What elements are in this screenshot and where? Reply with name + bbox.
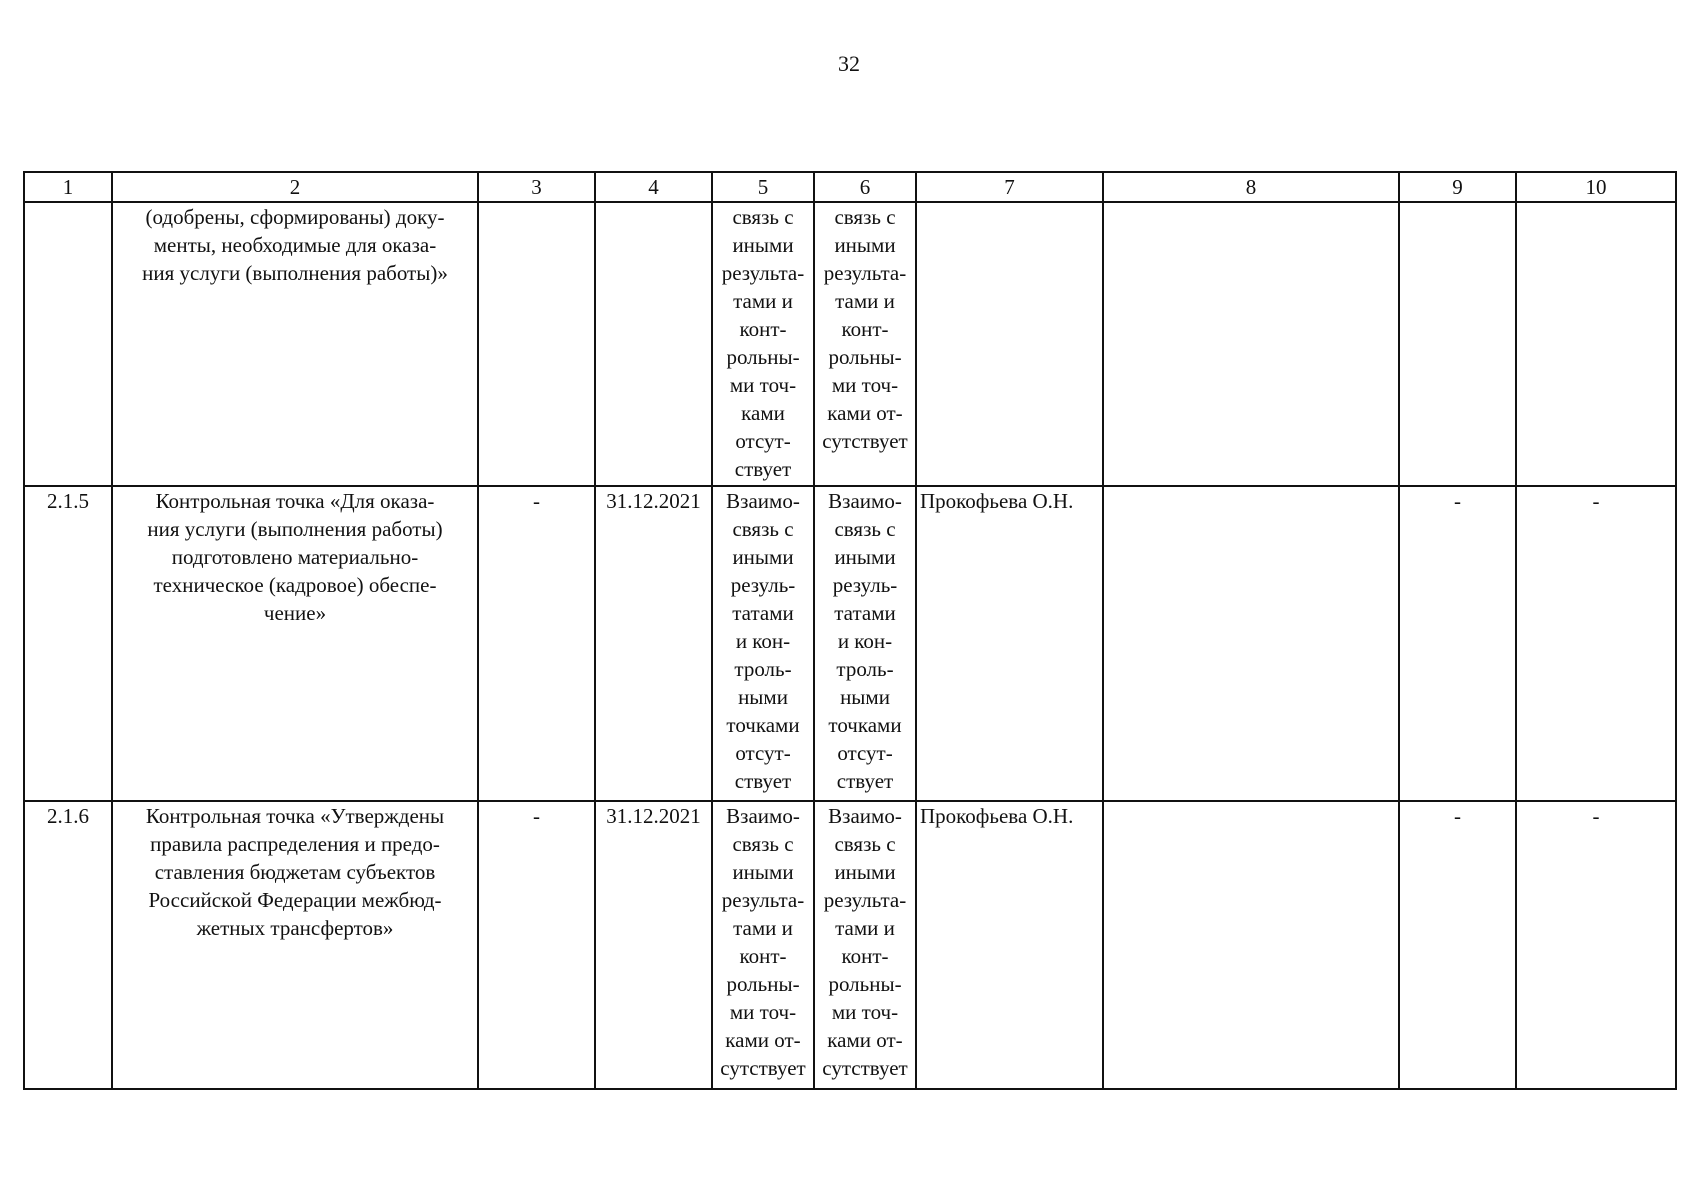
column-header-3: 3	[478, 172, 595, 202]
cell-name: Контрольная точка «Утверждены правила распределения и предо- ставления бюджетам субъектов Российской Федерации межбюд- жетных трансфертов»	[112, 801, 478, 1089]
cell-number: 2.1.6	[24, 801, 112, 1089]
column-header-7: 7	[916, 172, 1103, 202]
column-header-8: 8	[1103, 172, 1399, 202]
cell-end-date: 31.12.2021	[595, 801, 712, 1089]
cell-result	[1103, 486, 1399, 801]
cell-predecessors: Взаимо- связь с иными результа- тами и конт- рольны- ми точ- ками от- сутствует	[712, 801, 814, 1089]
cell-start-date	[478, 202, 595, 486]
cell-responsible: Прокофьева О.Н.	[916, 486, 1103, 801]
cell-predecessors: связь с иными результа- тами и конт- рольны- ми точ- ками отсут- ствует	[712, 202, 814, 486]
cell-col10: -	[1516, 486, 1676, 801]
cell-col10	[1516, 202, 1676, 486]
table-row	[24, 202, 1676, 486]
cell-start-date: -	[478, 801, 595, 1089]
cell-successors: Взаимо- связь с иными резуль- татами и кон- троль- ными точками отсут- ствует	[814, 486, 916, 801]
cell-col10: -	[1516, 801, 1676, 1089]
column-header-9: 9	[1399, 172, 1516, 202]
table-row	[24, 801, 1676, 1089]
cell-col9: -	[1399, 801, 1516, 1089]
column-header-2: 2	[112, 172, 478, 202]
cell-end-date: 31.12.2021	[595, 486, 712, 801]
column-number-row	[24, 172, 1676, 202]
cell-result	[1103, 801, 1399, 1089]
cell-successors: Взаимо- связь с иными результа- тами и конт- рольны- ми точ- ками от- сутствует	[814, 801, 916, 1089]
column-header-4: 4	[595, 172, 712, 202]
cell-successors: связь с иными результа- тами и конт- рольны- ми точ- ками от- сутствует	[814, 202, 916, 486]
column-header-6: 6	[814, 172, 916, 202]
cell-predecessors: Взаимо- связь с иными резуль- татами и кон- троль- ными точками отсут- ствует	[712, 486, 814, 801]
page-number: 32	[838, 51, 860, 76]
column-header-10: 10	[1516, 172, 1676, 202]
cell-result	[1103, 202, 1399, 486]
cell-col9	[1399, 202, 1516, 486]
cell-number: 2.1.5	[24, 486, 112, 801]
cell-name: (одобрены, сформированы) доку- менты, необходимые для оказа- ния услуги (выполнения работы)»	[112, 202, 478, 486]
cell-end-date	[595, 202, 712, 486]
column-header-1: 1	[24, 172, 112, 202]
cell-col9: -	[1399, 486, 1516, 801]
control-points-table	[23, 171, 1677, 1090]
column-header-5: 5	[712, 172, 814, 202]
cell-name: Контрольная точка «Для оказа- ния услуги (выполнения работы) подготовлено материально- техническое (кадровое) обеспе- чение»	[112, 486, 478, 801]
cell-responsible	[916, 202, 1103, 486]
table-row	[24, 486, 1676, 801]
cell-start-date: -	[478, 486, 595, 801]
cell-responsible: Прокофьева О.Н.	[916, 801, 1103, 1089]
cell-number	[24, 202, 112, 486]
